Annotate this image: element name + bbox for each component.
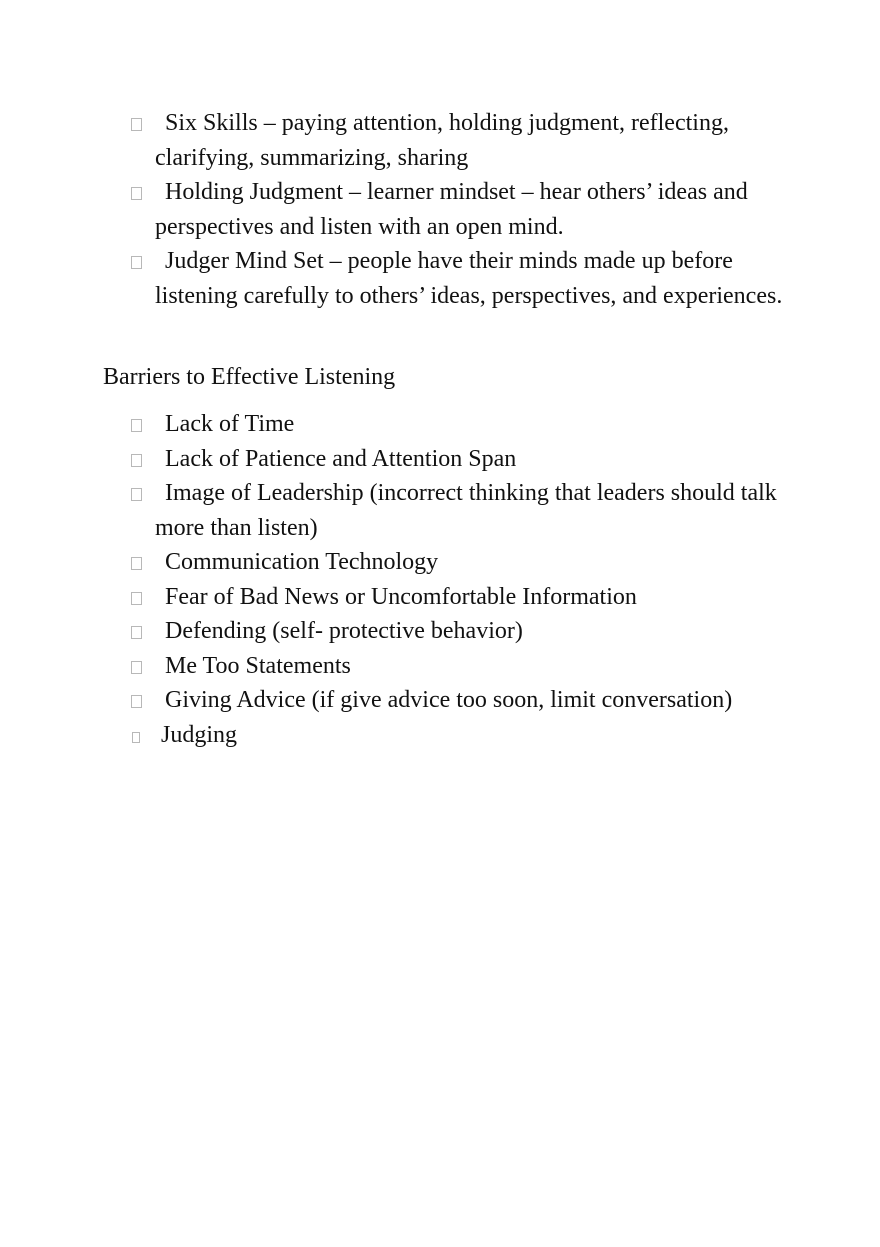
bullet-box-icon <box>131 187 142 200</box>
list-item-text: Me Too Statements <box>165 652 351 679</box>
bullet-box-icon <box>131 626 142 639</box>
section-heading: Barriers to Effective Listening <box>103 364 396 390</box>
list-item <box>131 106 801 175</box>
bullet-box-icon <box>131 695 142 708</box>
list-item-text: Giving Advice (if give advice too soon, limit conversation) <box>165 687 733 713</box>
list-item <box>131 244 801 313</box>
skills-list <box>131 106 801 313</box>
list-item-text: Judger Mind Set – people have their minds made up before listening carefully to others’ ideas, perspectives, and experiences. <box>155 248 783 309</box>
barriers-list <box>131 407 801 752</box>
list-item <box>131 649 801 684</box>
list-item-text: Image of Leadership (incorrect thinking that leaders should talk more than listen) <box>155 480 777 541</box>
bullet-box-icon <box>131 592 142 605</box>
list-item <box>131 718 801 753</box>
bullet-box-icon <box>131 661 142 674</box>
bullet-box-icon <box>131 419 142 432</box>
list-item <box>131 442 801 477</box>
list-item-text: Fear of Bad News or Uncomfortable Information <box>165 583 637 610</box>
bullet-box-icon <box>131 256 142 269</box>
bullet-box-icon <box>131 557 142 570</box>
bullet-box-icon <box>131 118 142 131</box>
list-item <box>131 545 801 580</box>
list-item <box>131 683 801 718</box>
bullet-box-icon <box>131 488 142 501</box>
list-item-text: Communication Technology <box>165 549 439 575</box>
list-item <box>131 580 801 615</box>
list-item-text: Holding Judgment – learner mindset – hear others’ ideas and perspectives and listen with an open mind. <box>155 179 748 240</box>
list-item-text: Lack of Patience and Attention Span <box>165 445 517 472</box>
list-item <box>131 407 801 442</box>
list-item-text: Judging <box>161 721 238 748</box>
list-item <box>131 175 801 244</box>
bullet-box-icon <box>132 732 140 743</box>
list-item-text: Six Skills – paying attention, holding judgment, reflecting, clarifying, summarizing, sharing <box>155 110 729 171</box>
list-item <box>131 476 801 545</box>
list-item-text: Lack of Time <box>165 411 295 437</box>
list-item-text: Defending (self- protective behavior) <box>165 618 523 644</box>
list-item <box>131 614 801 649</box>
bullet-box-icon <box>131 454 142 467</box>
